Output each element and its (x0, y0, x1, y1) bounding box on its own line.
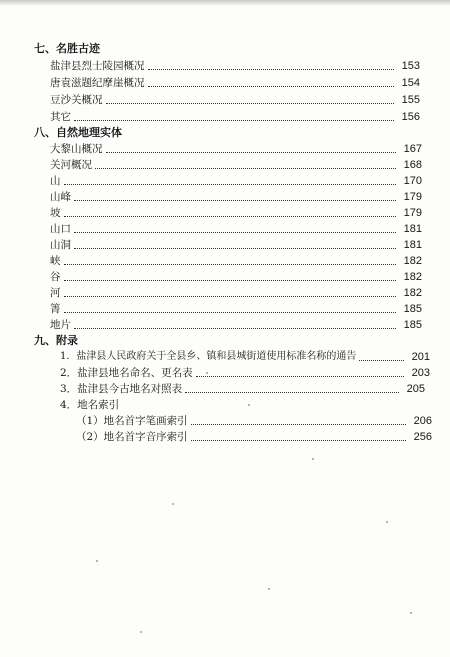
toc-entry[interactable] (50, 57, 420, 73)
toc-entry[interactable] (50, 204, 422, 220)
toc-entry-page: 181 (403, 223, 422, 235)
toc-entry[interactable] (50, 284, 422, 300)
dot-leader (74, 200, 396, 201)
toc-entry[interactable] (50, 252, 422, 268)
toc-entry[interactable] (50, 140, 422, 156)
toc-entry[interactable] (60, 348, 430, 364)
toc-entry-page: 205 (406, 383, 425, 395)
toc-entry-page: 153 (401, 60, 420, 72)
toc-entry[interactable] (50, 236, 422, 252)
toc-entry[interactable] (50, 172, 422, 188)
toc-entry-page: 182 (403, 287, 422, 299)
section-heading-text: 七、名胜古迹 (34, 42, 100, 55)
dot-leader (74, 248, 396, 249)
toc-entry-title: 山洞 (50, 239, 71, 251)
dot-leader (148, 86, 395, 87)
toc-entry-title: 山 (50, 175, 61, 187)
dot-leader (106, 103, 395, 104)
scan-speck (268, 588, 270, 590)
toc-entry-title: 4．地名索引 (60, 399, 120, 411)
toc-entry-page: 185 (403, 319, 422, 331)
toc-entry-page: 203 (411, 367, 430, 379)
toc-entry[interactable] (60, 380, 425, 396)
toc-entry[interactable] (76, 412, 432, 428)
toc-entry-page: 154 (401, 77, 420, 89)
toc-entry-title: 2．盐津县地名命名、更名表 (60, 367, 193, 379)
dot-leader (359, 360, 404, 361)
toc-entry[interactable] (50, 188, 422, 204)
toc-entry[interactable] (50, 300, 422, 316)
dot-leader (148, 69, 395, 70)
toc-entry-title: 豆沙关概况 (50, 94, 103, 106)
section-heading-text: 八、自然地理实体 (34, 126, 122, 139)
toc-entry-page: 155 (401, 94, 420, 106)
dot-leader (196, 376, 404, 377)
toc-entry[interactable] (60, 396, 260, 412)
toc-entry-page: 185 (403, 303, 422, 315)
toc-entry-page: 182 (403, 255, 422, 267)
toc-entry-page: 179 (403, 191, 422, 203)
scan-speck (206, 372, 208, 374)
section-heading (34, 124, 334, 140)
dot-leader (64, 280, 397, 281)
dot-leader (64, 264, 397, 265)
dot-leader (64, 184, 397, 185)
toc-entry[interactable] (50, 316, 422, 332)
dot-leader (95, 168, 396, 169)
toc-entry-title: 箐 (50, 303, 61, 315)
toc-entry-title: 其它 (50, 111, 71, 123)
toc-entry[interactable] (50, 108, 420, 124)
toc-entry-page: 206 (413, 415, 432, 427)
toc-entry-page: 182 (403, 271, 422, 283)
toc-entry-page: 201 (411, 351, 430, 363)
toc-entry[interactable] (50, 268, 422, 284)
dot-leader (74, 232, 396, 233)
toc-entry-title: 山口 (50, 223, 71, 235)
scan-speck (410, 612, 412, 614)
toc-entry[interactable] (50, 156, 422, 172)
toc-entry-page: 167 (403, 143, 422, 155)
toc-entry-page: 156 (401, 111, 420, 123)
toc-entry-page: 179 (403, 207, 422, 219)
scan-speck (140, 631, 142, 633)
dot-leader (185, 392, 399, 393)
toc-entry-title: 盐津县烈士陵园概况 (50, 60, 145, 72)
toc-entry-page: 168 (403, 159, 422, 171)
dot-leader (64, 312, 397, 313)
dot-leader (64, 216, 397, 217)
toc-entry-title: （2）地名首字音序索引 (76, 431, 188, 443)
section-heading (34, 332, 334, 348)
section-heading-text: 九、附录 (34, 334, 78, 347)
dot-leader (106, 152, 397, 153)
scan-speck (312, 458, 314, 460)
toc-entry[interactable] (60, 364, 430, 380)
dot-leader (191, 424, 406, 425)
toc-entry-title: （1）地名首字笔画索引 (76, 415, 188, 427)
scan-speck (172, 503, 174, 505)
scan-speck (248, 404, 250, 406)
toc-entry-title: 唐袁滋题纪摩崖概况 (50, 77, 145, 89)
toc-entry[interactable] (50, 91, 420, 107)
dot-leader (191, 440, 406, 441)
toc-entry-title: 峡 (50, 255, 61, 267)
toc-entry[interactable] (50, 220, 422, 236)
toc-entry-title: 地片 (50, 319, 71, 331)
toc-entry-title: 关河概况 (50, 159, 92, 171)
toc-entry-title: 谷 (50, 271, 61, 283)
toc-entry-page: 256 (413, 431, 432, 443)
section-heading (34, 40, 334, 56)
toc-entry-title: 1．盐津县人民政府关于全县乡、镇和县城街道使用标准名称的通告 (60, 351, 357, 362)
toc-entry[interactable] (76, 428, 432, 444)
toc-entry-title: 山峰 (50, 191, 71, 203)
toc-entry-title: 坡 (50, 207, 61, 219)
toc-entry[interactable] (50, 74, 420, 90)
toc-entry-title: 3．盐津县今古地名对照表 (60, 383, 183, 395)
toc-entry-title: 河 (50, 287, 61, 299)
dot-leader (64, 296, 397, 297)
toc-entry-page: 170 (403, 175, 422, 187)
scan-speck (386, 521, 388, 523)
scan-speck (96, 560, 98, 562)
dot-leader (74, 328, 396, 329)
toc-entry-title: 大黎山概况 (50, 143, 103, 155)
dot-leader (74, 120, 394, 121)
toc-entry-page: 181 (403, 239, 422, 251)
